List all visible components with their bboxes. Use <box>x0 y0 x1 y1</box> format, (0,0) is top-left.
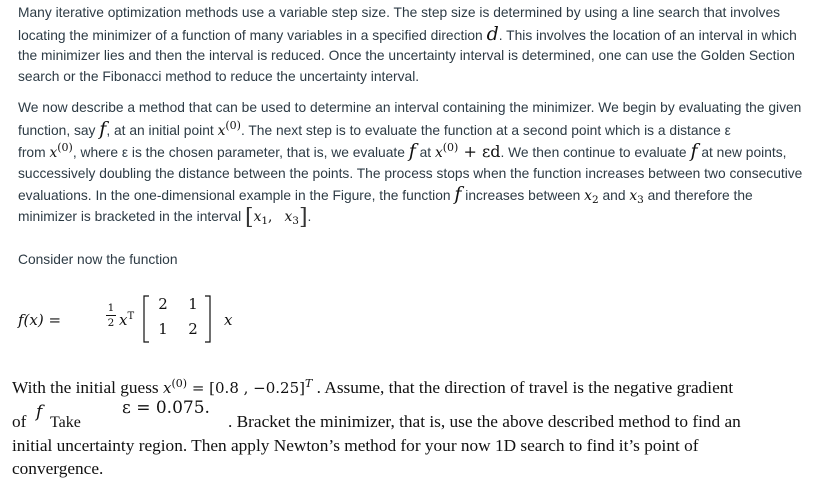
method-text-13: . <box>307 208 312 224</box>
problem-text-2: . Assume, that the direction of travel is the negative gradient <box>312 378 734 397</box>
f-symbol: f <box>454 183 462 206</box>
fraction-bar <box>106 315 116 316</box>
f-symbol: f <box>36 402 43 422</box>
consider-text: Consider now the function <box>18 252 178 267</box>
method-text-2: , at an initial point <box>106 122 218 138</box>
superscript-0: (0) <box>171 377 188 390</box>
fraction-numerator: 1 <box>107 302 115 314</box>
x-symbol: x <box>49 145 58 162</box>
one-half-fraction <box>106 302 116 329</box>
of-text: of <box>12 412 27 431</box>
method-text-3: . The next step is to evaluate the function at a second point which is a distance <box>240 122 725 138</box>
problem-line-3 <box>12 434 817 457</box>
method-text-5: , where <box>72 145 122 161</box>
fraction-denominator: 2 <box>107 317 115 329</box>
method-text-4: from <box>18 145 50 161</box>
matrix-cell-2-1: 1 <box>158 320 168 338</box>
intro-text-a: Many iterative optimization methods use a variable step size. The step size is determined by using a line search that involves locating the minimizer of a function of many variables in a specified direction <box>18 5 781 43</box>
method-text-8: . We then continue to evaluate <box>500 145 691 161</box>
take-label: Take <box>50 414 81 431</box>
problem-text-5: convergence. <box>12 459 104 478</box>
x-vector-rhs: x <box>224 311 233 329</box>
equation-lhs <box>18 311 61 329</box>
x-symbol: x <box>217 122 226 139</box>
x-symbol: x <box>284 208 293 225</box>
epsilon-value: ε = 0.075. <box>122 398 210 418</box>
epsilon-symbol: ε <box>724 122 731 138</box>
problem-line-2 <box>12 398 817 431</box>
subscript-3: 3 <box>292 214 299 227</box>
f-symbol: f <box>408 140 416 163</box>
problem-line-4 <box>12 457 817 480</box>
method-text-10: increases between <box>461 188 585 204</box>
superscript-0: (0) <box>442 141 459 155</box>
problem-text-1: With the initial guess <box>12 378 163 397</box>
problem-text-3: . Bracket the minimizer, that is, use the above described method to find an <box>228 412 741 431</box>
matrix-cell-1-1: 2 <box>158 295 168 313</box>
quadratic-function-equation <box>18 292 318 352</box>
transpose-symbol: T <box>304 377 313 390</box>
method-text-12: and therefore the minimizer is bracketed in the interval <box>18 188 753 224</box>
coefficient-matrix <box>142 294 212 344</box>
subscript-1: 1 <box>261 214 269 227</box>
right-bracket: ] <box>298 204 308 230</box>
method-text-7: at <box>415 145 435 161</box>
x-symbol: x <box>119 311 128 329</box>
method-text-9: at new points, successively doubling the distance between the points. The process stops when the function increases between two consecutive evaluations. In the one-dimensional example in the Figure, the function <box>18 145 803 204</box>
equation-lhs-text: f(x) = <box>18 311 62 329</box>
method-text-1: We now describe a method that can be used to determine an interval containing the minimizer. We begin by evaluating the given function, say <box>18 100 802 138</box>
intro-paragraph <box>18 3 810 87</box>
plus-epsilon-d: + εd <box>458 142 501 162</box>
superscript-0: (0) <box>57 141 73 155</box>
transpose-symbol: T <box>127 311 135 322</box>
method-paragraph <box>18 98 810 229</box>
intro-text-b: . This involves the location of an interval in which the minimizer lies and then the interval is reduced. Once the uncertainty interval is determined, one can use the Golden Section search or the Fibonacci method to reduce the uncertainty interval. <box>18 27 797 84</box>
problem-text-4: initial uncertainty region. Then apply Newton’s method for your now 1D search to find it’s point of <box>12 436 699 455</box>
x-symbol: x <box>584 188 592 205</box>
x-transpose <box>119 311 134 329</box>
epsilon-symbol: ε <box>121 145 129 161</box>
matrix-left-bracket <box>144 296 149 342</box>
method-text-11: and <box>598 188 630 204</box>
left-bracket: [ <box>244 204 254 230</box>
method-text-6: is the chosen parameter, that is, we evaluate <box>128 145 409 161</box>
superscript-0: (0) <box>225 118 241 132</box>
x-symbol: x <box>162 379 172 397</box>
f-symbol: f <box>690 140 698 163</box>
f-symbol: f <box>99 117 107 140</box>
x-symbol: x <box>629 188 638 205</box>
subscript-2: 2 <box>591 194 599 207</box>
direction-symbol: d <box>486 22 499 45</box>
consider-paragraph <box>18 250 810 271</box>
initial-guess-value: = [0.8 , −0.25] <box>187 379 305 397</box>
interval-comma: , <box>268 208 277 225</box>
x-symbol: x <box>253 208 262 225</box>
matrix-cell-1-2: 1 <box>188 295 198 313</box>
x-symbol: x <box>434 145 443 162</box>
matrix-cell-2-2: 2 <box>188 320 198 338</box>
matrix-right-bracket <box>205 296 210 342</box>
subscript-3: 3 <box>637 194 644 207</box>
